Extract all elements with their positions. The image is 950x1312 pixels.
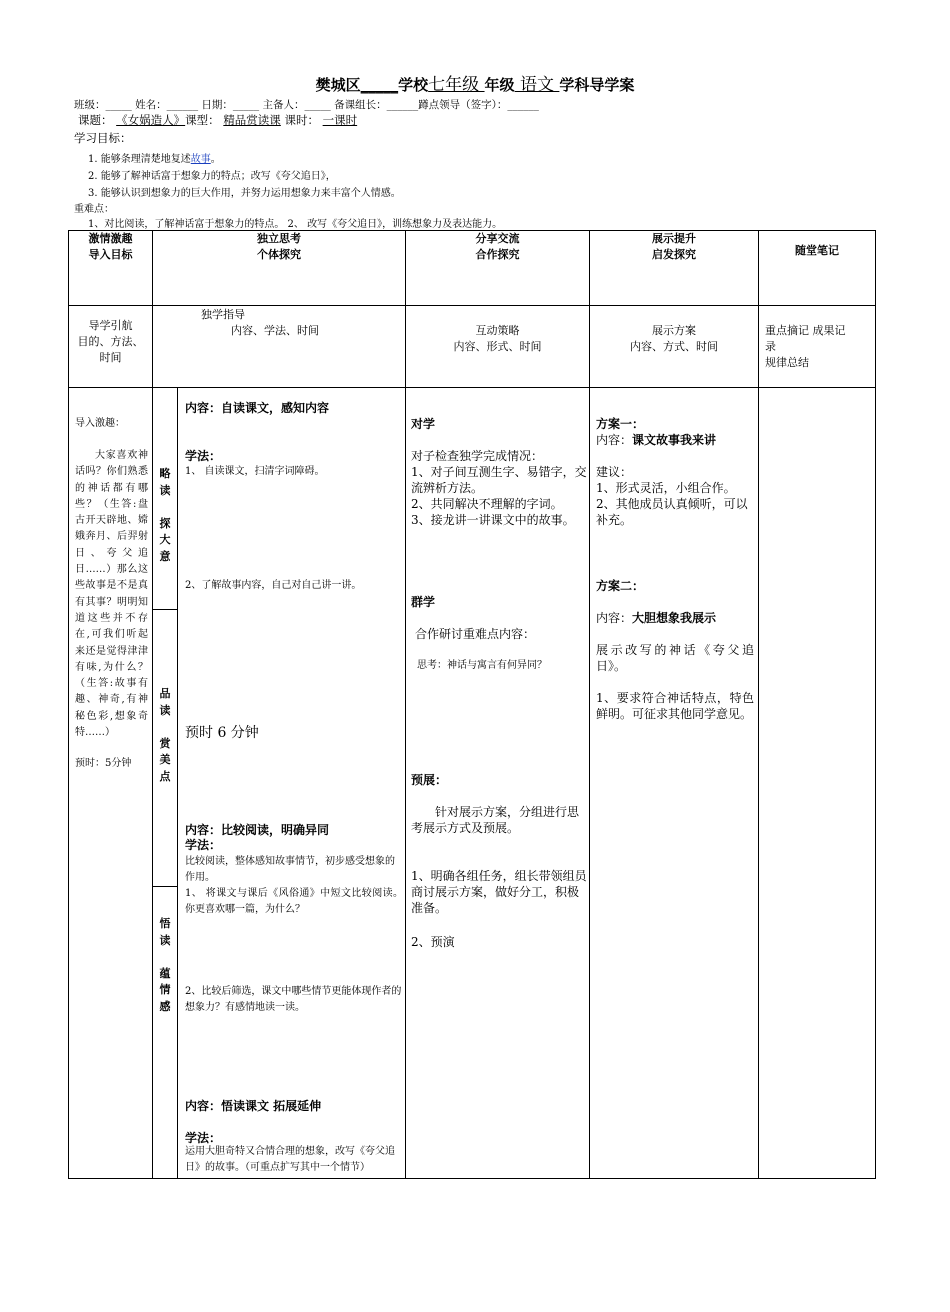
plan1-item2: 2、其他成员认真倾听，可以补充。: [596, 497, 748, 527]
header-share: 分享交流 合作探究: [406, 231, 590, 306]
goal-item: 2. 能够了解神话富于想象力的特点；改写《夸父追日》，: [88, 171, 336, 182]
plan2-heading: 方案二：: [596, 579, 645, 593]
plan1-heading: 方案一：: [596, 417, 645, 431]
type-label: 课型：: [185, 113, 220, 127]
time-label: 课时：: [284, 113, 319, 127]
yuzhan-heading: 预展：: [411, 773, 448, 787]
duixue-item1: 1、对子间互测生字、易错字，交流辨析方法。: [411, 465, 587, 495]
title-grade: 七年级: [428, 75, 485, 95]
stage-divider: [153, 886, 177, 887]
s1-item1: 1、 自读课文，扫清字词障碍。: [185, 466, 325, 477]
goal-item: 3. 能够认识到想象力的巨大作用，并努力运用想象力来丰富个人情感。: [88, 188, 401, 199]
title-subject: 语文: [514, 75, 560, 95]
header-row: [69, 231, 876, 306]
info-line: 班级：_____ 姓名：______ 日期：_____ 主备人：_____ 备课组长：______蹲点领导（签字）：______: [74, 99, 539, 111]
key-points-text: 1、对比阅读，了解神话富于想象力的特点。 2、 改写《夸父追日》，训练想象力及表达能力。: [88, 219, 503, 230]
intro-cell: [69, 388, 153, 1179]
content-row: [69, 388, 876, 1179]
plan1-advice: 建议：: [596, 465, 633, 479]
goals-heading: 学习目标：: [74, 131, 132, 145]
yuzhan-item2: 2、预演: [411, 935, 455, 949]
time-value: 一课时: [322, 113, 358, 127]
qunxue-item: 思考：神话与寓言有何异同？: [417, 660, 547, 671]
s2-item1: 1、 将课文与课后《风俗通》中短文比较阅读。你更喜欢哪一篇，为什么？: [185, 888, 403, 915]
s2-method-label: 学法：: [185, 838, 222, 852]
display-cell: [590, 388, 759, 1179]
subheader-row: [69, 306, 876, 388]
duixue-heading: 对学: [411, 417, 436, 431]
s3-content: 内容：悟读课文 拓展延伸: [185, 1099, 322, 1113]
stage-skim: 略 读 探 大 意: [159, 467, 171, 563]
stage-divider: [153, 609, 177, 610]
plan1-item1: 1、形式灵活，小组合作。: [596, 481, 736, 495]
sub-independent: 独学指导 内容、学法、时间: [153, 306, 406, 388]
stage-appreciate: 品 读 赏 美 点: [159, 687, 171, 783]
plan1-content: 内容：课文故事我来讲: [596, 433, 717, 447]
type-value: 精品赏读课: [223, 113, 281, 127]
duixue-item3: 3、接龙讲一讲课文中的故事。: [411, 513, 575, 527]
s2-method: 比较阅读，整体感知故事情节，初步感受想象的作用。: [185, 856, 395, 883]
intro-heading: 导入激趣：: [75, 418, 125, 429]
plan2-content: 内容：大胆想象我展示: [596, 611, 717, 625]
stage-reflect: 悟 读 蕴 情 感: [159, 917, 171, 1013]
qunxue-intro: 合作研讨重难点内容：: [415, 627, 536, 641]
title-school-blank: _____: [360, 76, 399, 94]
story-link[interactable]: 故事: [190, 154, 211, 165]
title-school: 学校: [398, 76, 429, 94]
sub-notes: 重点摘记 成果记 录 规律总结: [759, 306, 876, 388]
topic-value: 《女娲造人》: [116, 113, 186, 127]
header-independent: 独立思考 个体探究: [153, 231, 406, 306]
yuzhan-text: 针对展示方案，分组进行思考展示方式及预展。: [411, 805, 580, 835]
s1-item2: 2、了解故事内容，自己对自己讲一讲。: [185, 580, 362, 591]
share-cell: [406, 388, 590, 1179]
s3-method-label: 学法：: [185, 1131, 222, 1145]
yuzhan-item1: 1、明确各组任务，组长带领组员商讨展示方案，做好分工，积极准备。: [411, 869, 587, 915]
study-plan-table: [68, 230, 876, 1179]
s2-item2: 2、比较后筛选，课文中哪些情节更能体现作者的想象力？有感情地读一读。: [185, 986, 402, 1013]
header-notes: 随堂笔记: [759, 231, 876, 306]
duixue-intro: 对子检查独学完成情况：: [411, 449, 544, 463]
s3-method: 运用大胆奇特又合情合理的想象，改写《夸父追日》的故事。（可重点扩写其中一个情节）: [185, 1146, 395, 1173]
page-title: [0, 70, 950, 95]
topic-label: 课题：: [78, 113, 113, 127]
intro-text: 大家喜欢神话吗？你们熟悉的神话都有哪些？（生答:盘古开天辟地、嫦娥奔月、后羿射日、夸父追日……）那么这些故事是不是真有其事？明明知道这些并不存在,可我们听起来还是觉得津津有味,为什么？（生答:故事有趣、神奇,有神秘色彩,想象奇特……）: [75, 450, 148, 739]
goal-item: [88, 150, 221, 165]
s2-content: 内容：比较阅读，明确异同: [185, 823, 330, 837]
qunxue-heading: 群学: [411, 595, 436, 609]
independent-cell: [153, 388, 406, 1179]
s1-time: 预时 6 分钟: [185, 725, 259, 741]
notes-cell: [759, 388, 876, 1179]
title-grade-label: 年级: [484, 76, 515, 94]
intro-time: 预时：5分钟: [75, 758, 132, 769]
sub-display: 展示方案 内容、方式、时间: [590, 306, 759, 388]
sub-intro: 导学引航 目的、方法、 时间: [69, 306, 153, 388]
s1-method-label: 学法：: [185, 449, 222, 463]
s1-content: 内容：自读课文，感知内容: [185, 401, 330, 415]
header-intro: 激情激趣 导入目标: [69, 231, 153, 306]
plan2-text: 展示改写的神话《夸父追日》。: [596, 643, 754, 673]
title-suffix: 学科导学案: [559, 76, 635, 94]
sub-share: 互动策略 内容、形式、时间: [406, 306, 590, 388]
header-display: 展示提升 启发探究: [590, 231, 759, 306]
goal-text-end: 。: [210, 154, 221, 165]
plan2-item1: 1、要求符合神话特点，特色鲜明。可征求其他同学意见。: [596, 691, 754, 721]
duixue-item2: 2、共同解决不理解的字词。: [411, 497, 563, 511]
goal-text: 1. 能够条理清楚地复述: [88, 154, 191, 165]
lesson-line: [78, 112, 357, 128]
key-points-heading: 重难点：: [74, 204, 114, 215]
title-district: 樊城区: [315, 76, 361, 94]
